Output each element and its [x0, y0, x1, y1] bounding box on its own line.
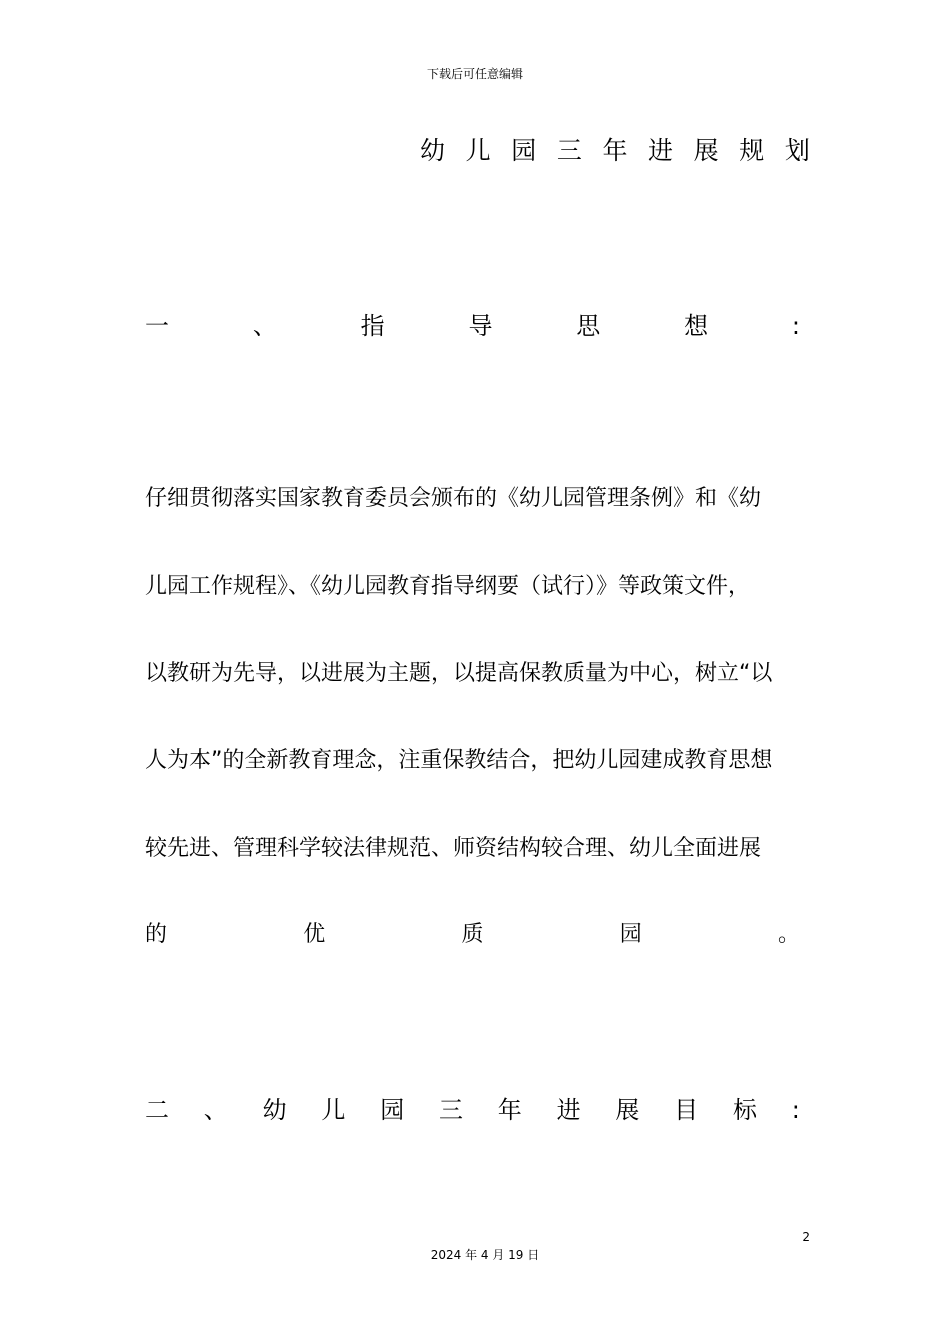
body-char: 质 [461, 922, 484, 947]
section-2-heading [145, 1093, 800, 1127]
title-char: 儿 [465, 136, 491, 165]
body-char: 优 [303, 922, 326, 947]
heading-char: : [791, 1096, 800, 1124]
title-char: 年 [602, 136, 628, 165]
heading-char: 展 [615, 1096, 640, 1124]
title-char: 进 [648, 136, 674, 165]
heading-char: 导 [468, 312, 493, 340]
body-char: 的 [145, 922, 168, 947]
heading-char: 指 [360, 312, 385, 340]
body-line: 以教研为先导，以进展为主题，以提高保教质量为中心，树立“以 [145, 661, 773, 686]
body-char: 园 [619, 922, 642, 947]
heading-char: 二 [145, 1096, 169, 1124]
heading-char: 三 [438, 1096, 463, 1124]
heading-char: 、 [203, 1096, 228, 1124]
heading-char: 想 [684, 312, 709, 340]
heading-char: 目 [674, 1096, 699, 1124]
body-last-line [145, 920, 800, 950]
section-1-heading [145, 309, 800, 343]
body-line: 儿园工作规程》、《幼儿园教育指导纲要（试行）》等政策文件， [145, 574, 751, 599]
title-char: 园 [511, 136, 537, 165]
heading-char: 标 [732, 1096, 757, 1124]
body-line: 仔细贯彻落实国家教育委员会颁布的《幼儿园管理条例》和《幼 [145, 486, 762, 511]
title-char: 三 [556, 136, 582, 165]
body-line: 人为本”的全新教育理念，注重保教结合，把幼儿园建成教育思想 [145, 748, 773, 773]
heading-char: 儿 [321, 1096, 346, 1124]
heading-char: 、 [252, 312, 277, 340]
heading-char: 进 [556, 1096, 581, 1124]
title-char: 规 [739, 136, 765, 165]
title-char: 幼 [420, 136, 446, 165]
title-char: 展 [693, 136, 719, 165]
body-char: 。 [777, 922, 800, 947]
page-number: 2 [802, 1230, 810, 1244]
document-title [420, 134, 810, 168]
heading-char: 年 [497, 1096, 522, 1124]
header-note: 下载后可任意编辑 [426, 67, 523, 81]
heading-char: 一 [145, 312, 169, 340]
title-char: 划 [784, 136, 810, 165]
heading-char: 园 [380, 1096, 405, 1124]
heading-char: 幼 [262, 1096, 287, 1124]
body-line: 较先进、管理科学较法律规范、师资结构较合理、幼儿全面进展 [145, 836, 762, 861]
footer-date: 2024 年 4 月 19 日 [430, 1248, 540, 1262]
heading-char: : [791, 312, 800, 340]
heading-char: 思 [576, 312, 601, 340]
